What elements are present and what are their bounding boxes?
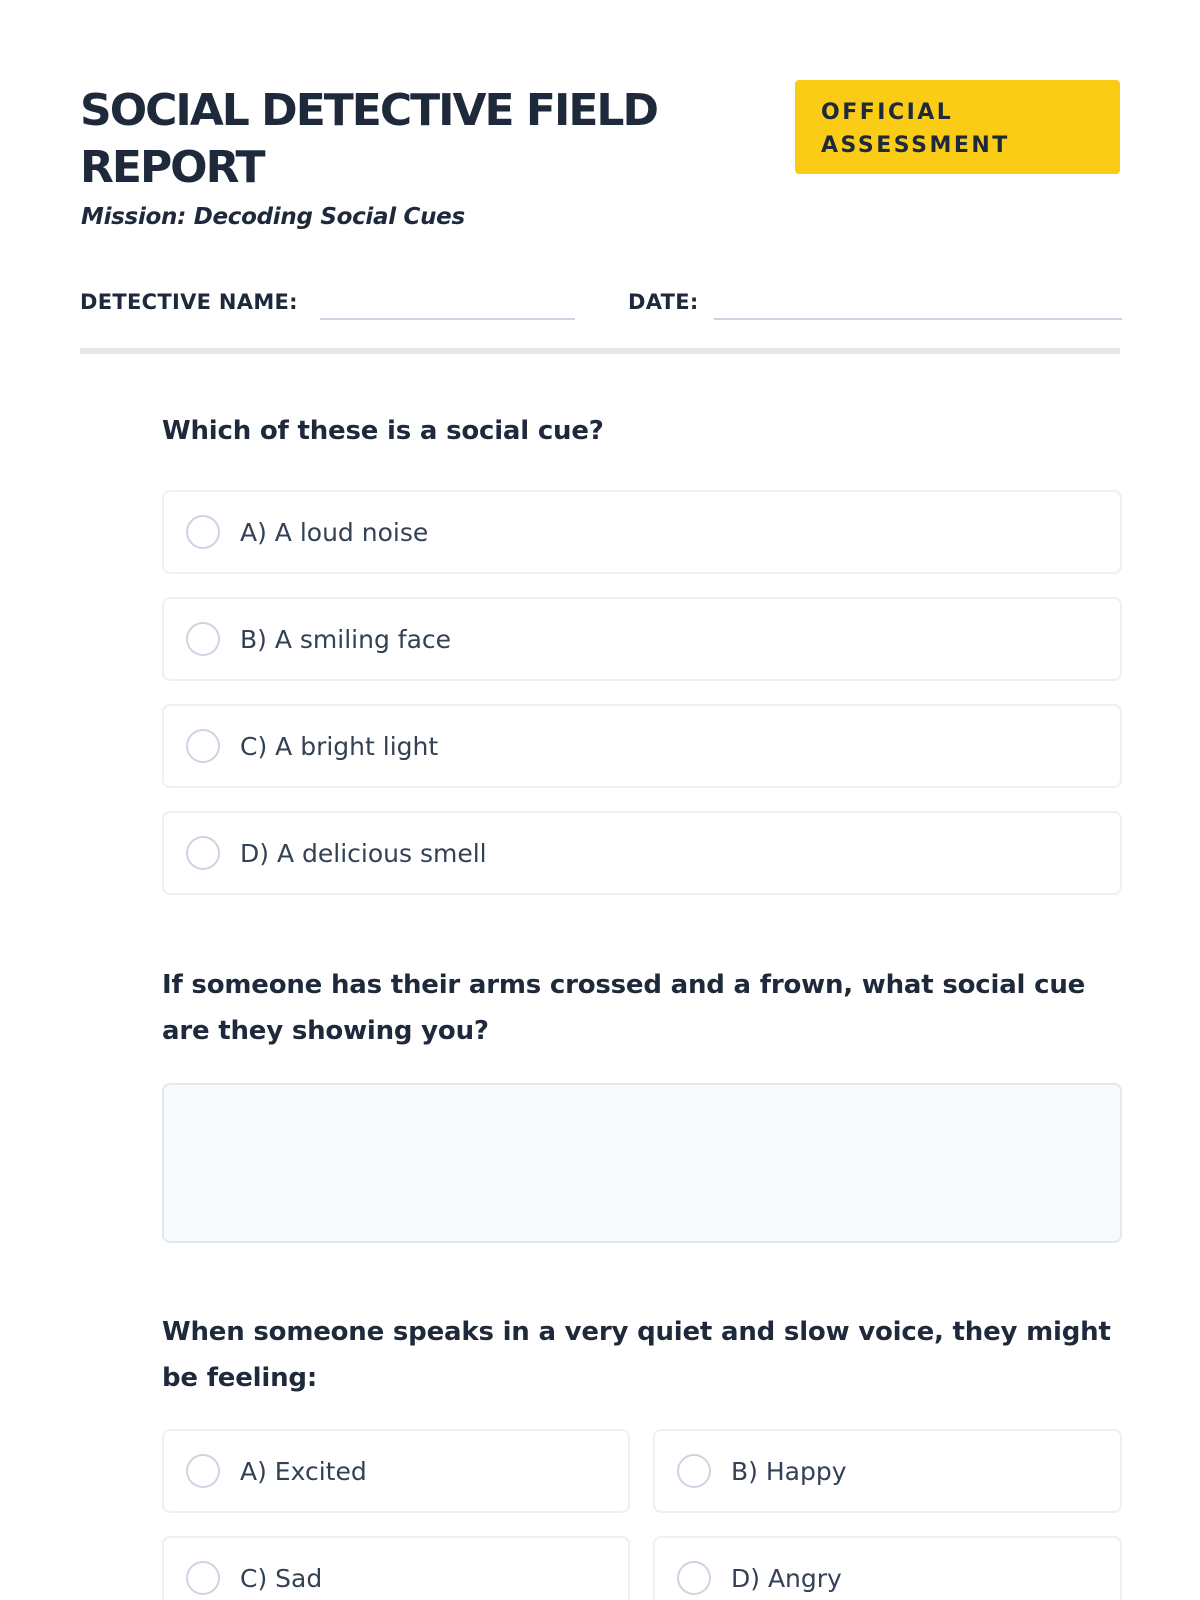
option-label: C) Sad <box>240 1563 323 1593</box>
question-3-text: When someone speaks in a very quiet and slow voice, they might be feeling: <box>162 1317 1111 1393</box>
radio-circle-icon[interactable] <box>677 1561 711 1595</box>
question-1-option-a[interactable] <box>162 490 1122 574</box>
option-label: D) A delicious smell <box>240 838 487 868</box>
option-label: B) A smiling face <box>240 624 452 654</box>
detective-name-label: DETECTIVE NAME: <box>80 290 298 314</box>
radio-circle-icon[interactable] <box>186 836 220 870</box>
option-label: A) Excited <box>240 1456 367 1486</box>
date-label: DATE: <box>628 290 699 314</box>
radio-circle-icon[interactable] <box>186 622 220 656</box>
radio-circle-icon[interactable] <box>186 1454 220 1488</box>
mission-subtitle: Mission: Decoding Social Cues <box>81 204 465 230</box>
radio-circle-icon[interactable] <box>186 729 220 763</box>
question-2-answer-box[interactable] <box>162 1083 1122 1243</box>
official-assessment-badge: OFFICIAL ASSESSMENT <box>795 80 1120 174</box>
date-field[interactable] <box>714 318 1122 320</box>
question-3-option-d[interactable] <box>653 1536 1122 1600</box>
detective-name-field[interactable] <box>320 318 575 320</box>
radio-circle-icon[interactable] <box>677 1454 711 1488</box>
header-divider <box>80 348 1120 354</box>
radio-circle-icon[interactable] <box>186 1561 220 1595</box>
radio-circle-icon[interactable] <box>186 515 220 549</box>
option-label: A) A loud noise <box>240 517 429 547</box>
question-3-option-c[interactable] <box>162 1536 630 1600</box>
option-label: C) A bright light <box>240 731 439 761</box>
question-1-text: Which of these is a social cue? <box>162 416 604 446</box>
question-3-option-a[interactable] <box>162 1429 630 1513</box>
page-title: SOCIAL DETECTIVE FIELD REPORT <box>80 85 657 193</box>
option-label: D) Angry <box>731 1563 842 1593</box>
question-1-option-d[interactable] <box>162 811 1122 895</box>
question-1-option-c[interactable] <box>162 704 1122 788</box>
question-3-option-b[interactable] <box>653 1429 1122 1513</box>
report-header <box>80 80 1120 240</box>
question-2-text: If someone has their arms crossed and a frown, what social cue are they showing you? <box>162 970 1086 1046</box>
detective-info-row <box>80 286 1120 322</box>
option-label: B) Happy <box>731 1456 847 1486</box>
question-1-option-b[interactable] <box>162 597 1122 681</box>
